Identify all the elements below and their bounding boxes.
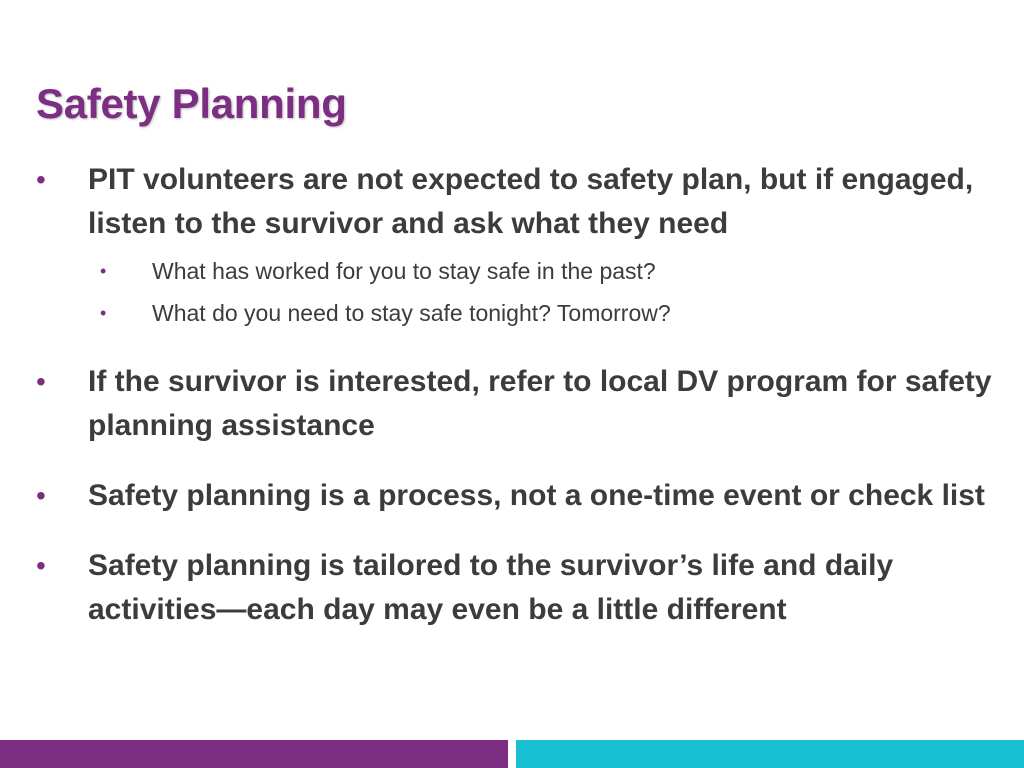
footer-bar-purple (0, 740, 508, 768)
bullet-list (36, 158, 996, 632)
bullet-dot-icon: • (36, 366, 46, 397)
bullet-text: Safety planning is a process, not a one-time event or check list (88, 479, 985, 512)
footer-bar-cyan (516, 740, 1024, 768)
bullet-item (36, 360, 996, 448)
sub-bullet-dot-icon: • (100, 303, 107, 323)
sub-bullet-dot-icon: • (100, 261, 107, 281)
bullet-item (36, 544, 996, 632)
bullet-text: Safety planning is tailored to the survivor’s life and daily activities—each day may even be a little different (88, 549, 894, 626)
bullet-item (36, 158, 996, 246)
bullet-text: PIT volunteers are not expected to safety plan, but if engaged, listen to the survivor and ask what they need (88, 163, 974, 240)
sub-bullet-item (36, 250, 996, 292)
bullet-text: If the survivor is interested, refer to local DV program for safety planning assistance (88, 365, 992, 442)
bullet-dot-icon: • (36, 480, 46, 511)
bullet-item (36, 474, 996, 518)
sub-bullet-item (36, 292, 996, 334)
sub-bullet-list (36, 250, 996, 334)
sub-bullet-text: What has worked for you to stay safe in the past? (152, 258, 656, 284)
bullet-dot-icon: • (36, 550, 46, 581)
bullet-dot-icon: • (36, 164, 46, 195)
slide-title: Safety Planning (36, 80, 347, 127)
sub-bullet-text: What do you need to stay safe tonight? Tomorrow? (152, 300, 671, 326)
